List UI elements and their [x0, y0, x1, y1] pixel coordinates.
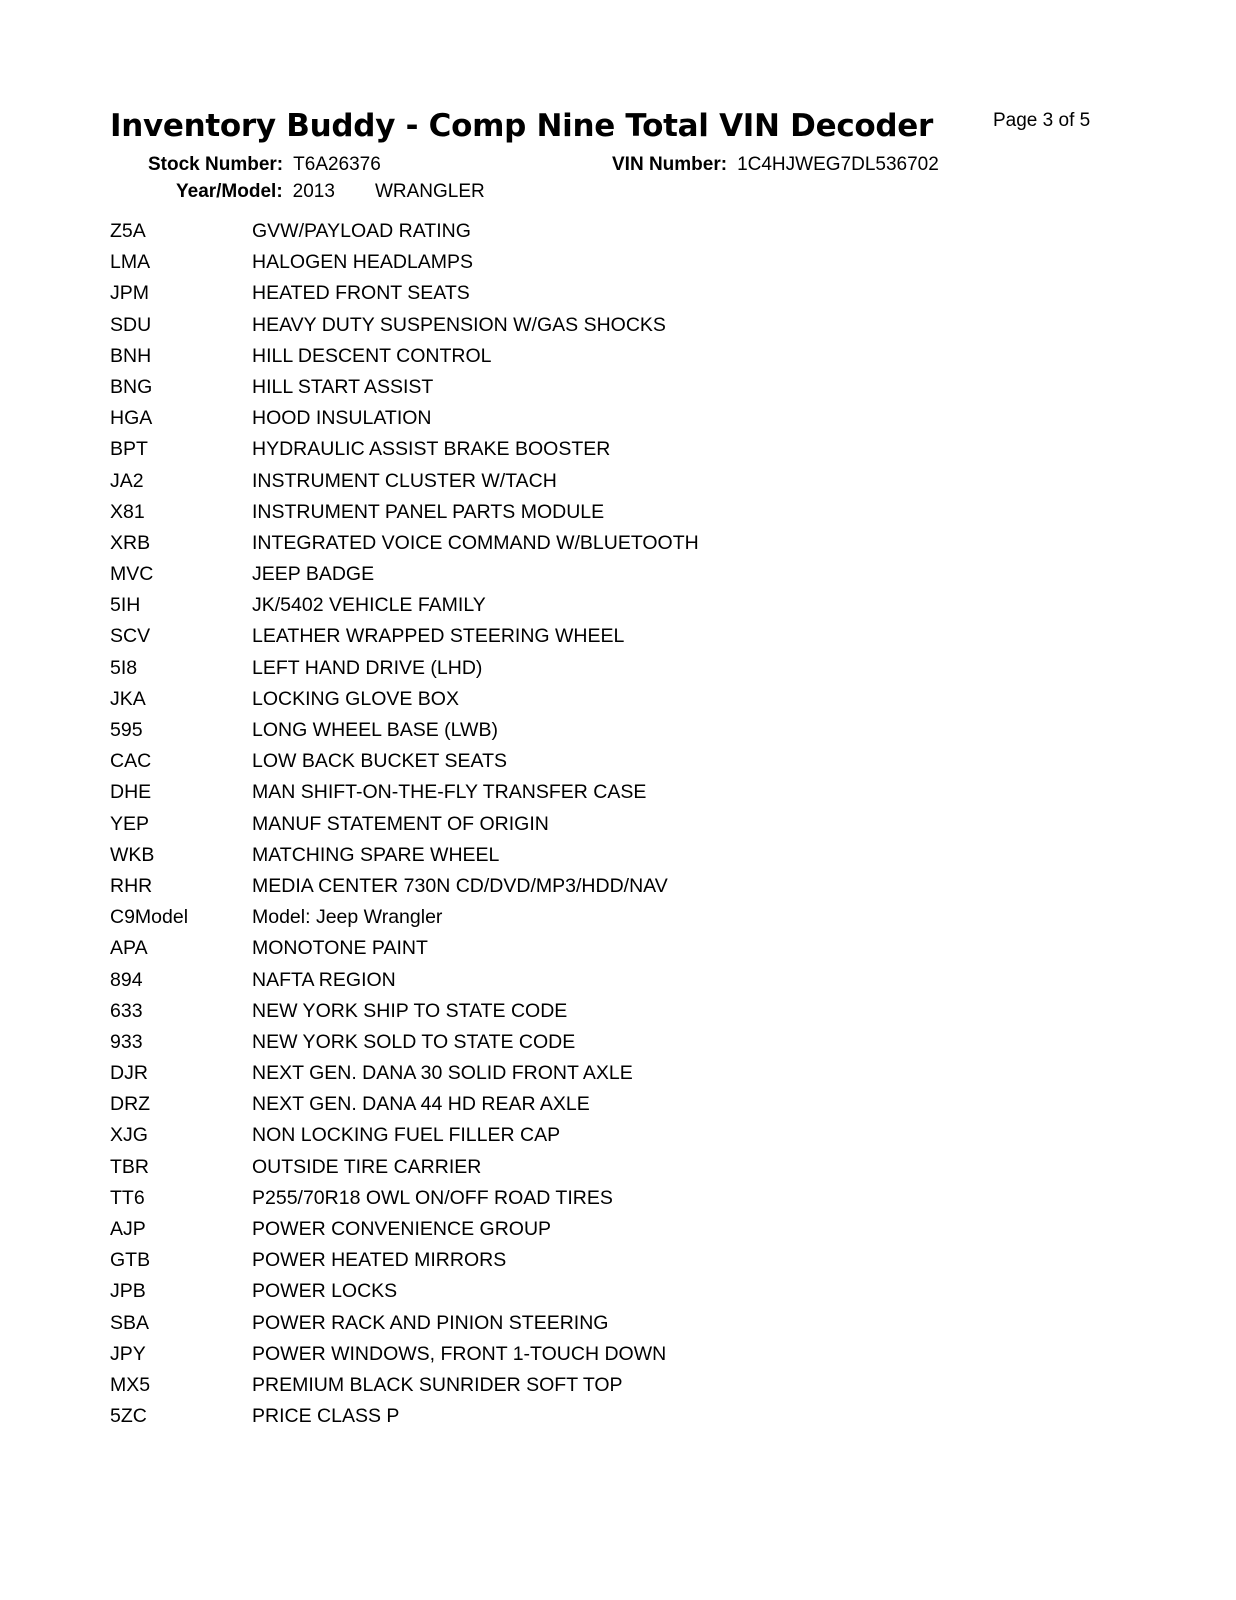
- option-code: MVC: [110, 563, 154, 586]
- model-value: WRANGLER: [374, 181, 485, 202]
- option-code-row: [110, 1339, 1010, 1370]
- option-code: 5ZC: [110, 1405, 147, 1428]
- option-code-row: [110, 1214, 1010, 1245]
- option-description: HOOD INSULATION: [252, 407, 432, 430]
- option-code: XRB: [110, 531, 151, 554]
- option-code-row: [110, 466, 1010, 497]
- option-description: MEDIA CENTER 730N CD/DVD/MP3/HDD/NAV: [252, 874, 668, 897]
- option-code: 633: [110, 999, 143, 1022]
- option-description: POWER CONVENIENCE GROUP: [252, 1218, 552, 1240]
- option-code: JPB: [110, 1280, 146, 1303]
- vin-number-label: VIN Number:: [612, 154, 728, 175]
- option-code: GTB: [110, 1249, 151, 1272]
- option-code: CAC: [110, 750, 152, 773]
- option-description: JEEP BADGE: [252, 563, 375, 586]
- option-description: INTEGRATED VOICE COMMAND W/BLUETOOTH: [252, 531, 699, 554]
- option-description: HALOGEN HEADLAMPS: [252, 251, 474, 274]
- stock-number-label: Stock Number:: [148, 154, 284, 175]
- option-code-row: [110, 1183, 1010, 1214]
- option-description: NEW YORK SOLD TO STATE CODE: [252, 1030, 576, 1053]
- option-code: JA2: [110, 469, 144, 492]
- year-model: [176, 181, 485, 203]
- option-code: MX5: [110, 1373, 151, 1396]
- option-code-row: [110, 933, 1010, 964]
- option-code-row: [110, 1152, 1010, 1183]
- option-code-row: [110, 653, 1010, 684]
- year-model-label: Year/Model:: [176, 181, 283, 202]
- option-description: PRICE CLASS P: [252, 1405, 400, 1428]
- option-code: LMA: [110, 251, 151, 274]
- option-code: APA: [110, 937, 148, 960]
- option-description: NEXT GEN. DANA 30 SOLID FRONT AXLE: [252, 1062, 633, 1085]
- option-code: RHR: [110, 874, 153, 897]
- option-code: DHE: [110, 781, 152, 804]
- option-description: OUTSIDE TIRE CARRIER: [252, 1155, 482, 1178]
- option-code-row: [110, 341, 1010, 372]
- option-description: LEATHER WRAPPED STEERING WHEEL: [252, 625, 625, 648]
- option-description: HEATED FRONT SEATS: [252, 282, 470, 305]
- option-description: LEFT HAND DRIVE (LHD): [252, 656, 483, 679]
- stock-number-value: T6A26376: [293, 154, 381, 175]
- option-code: 894: [110, 968, 143, 991]
- option-description: MAN SHIFT-ON-THE-FLY TRANSFER CASE: [252, 781, 647, 804]
- year-value: 2013: [292, 181, 335, 202]
- document-title: Inventory Buddy - Comp Nine Total VIN Decoder: [110, 108, 934, 144]
- option-code-row: [110, 1120, 1010, 1151]
- page-number: Page 3 of 5: [993, 110, 1091, 131]
- option-code: JPY: [110, 1342, 146, 1365]
- option-code: 5I8: [110, 656, 138, 679]
- option-code-row: [110, 777, 1010, 808]
- option-code: XJG: [110, 1124, 148, 1147]
- option-code: X81: [110, 500, 145, 523]
- option-code-row: [110, 310, 1010, 341]
- vin-number-value: 1C4HJWEG7DL536702: [737, 154, 939, 175]
- option-code: DJR: [110, 1062, 148, 1085]
- option-code-row: [110, 684, 1010, 715]
- option-code-row: [110, 434, 1010, 465]
- option-code-row: [110, 403, 1010, 434]
- option-description: P255/70R18 OWL ON/OFF ROAD TIRES: [252, 1186, 613, 1209]
- option-code-row: [110, 1276, 1010, 1307]
- option-description: Model: Jeep Wrangler: [252, 906, 443, 929]
- option-description: POWER RACK AND PINION STEERING: [252, 1311, 609, 1334]
- option-description: MONOTONE PAINT: [252, 937, 428, 960]
- option-code-row: [110, 746, 1010, 777]
- option-description: HILL DESCENT CONTROL: [252, 344, 492, 367]
- option-code: Z5A: [110, 220, 146, 242]
- option-code: JPM: [110, 282, 149, 305]
- option-code-row: [110, 1058, 1010, 1089]
- option-code-row: [110, 840, 1010, 871]
- option-code-row: [110, 996, 1010, 1027]
- option-description: POWER HEATED MIRRORS: [252, 1249, 507, 1272]
- option-code-row: [110, 278, 1010, 309]
- option-description: PREMIUM BLACK SUNRIDER SOFT TOP: [252, 1373, 623, 1396]
- option-code-row: [110, 621, 1010, 652]
- option-description: GVW/PAYLOAD RATING: [252, 220, 471, 242]
- option-code-row: [110, 1308, 1010, 1339]
- option-code-row: [110, 1370, 1010, 1401]
- option-code: SCV: [110, 625, 151, 648]
- option-description: MATCHING SPARE WHEEL: [252, 843, 500, 866]
- option-code: SDU: [110, 313, 152, 336]
- option-code-row: [110, 809, 1010, 840]
- option-code-row: [110, 1027, 1010, 1058]
- option-description: LOCKING GLOVE BOX: [252, 687, 459, 710]
- option-code-row: [110, 715, 1010, 746]
- option-description: HEAVY DUTY SUSPENSION W/GAS SHOCKS: [252, 313, 666, 336]
- option-description: POWER WINDOWS, FRONT 1-TOUCH DOWN: [252, 1342, 667, 1365]
- option-code-row: [110, 965, 1010, 996]
- option-code-row: [110, 1089, 1010, 1120]
- option-description: NAFTA REGION: [252, 968, 396, 991]
- option-code-row: [110, 372, 1010, 403]
- option-code-row: [110, 559, 1010, 590]
- option-code-row: [110, 1401, 1010, 1432]
- option-code-list: [110, 216, 1010, 1432]
- option-code: DRZ: [110, 1093, 151, 1116]
- option-code: 595: [110, 719, 143, 741]
- option-description: MANUF STATEMENT OF ORIGIN: [252, 812, 549, 835]
- option-code: HGA: [110, 407, 153, 430]
- option-code: BNG: [110, 375, 153, 398]
- option-code: 933: [110, 1030, 143, 1053]
- option-code-row: [110, 590, 1010, 621]
- option-code: BPT: [110, 438, 148, 461]
- option-description: INSTRUMENT PANEL PARTS MODULE: [252, 500, 605, 523]
- option-code: YEP: [110, 812, 150, 835]
- option-description: LOW BACK BUCKET SEATS: [252, 750, 508, 773]
- vin-number: [612, 154, 939, 176]
- option-description: LONG WHEEL BASE (LWB): [252, 719, 498, 741]
- option-code: BNH: [110, 344, 152, 367]
- option-description: HILL START ASSIST: [252, 375, 434, 398]
- option-code: SBA: [110, 1311, 150, 1334]
- option-code-row: [110, 497, 1010, 528]
- option-description: NEW YORK SHIP TO STATE CODE: [252, 999, 568, 1022]
- option-code-row: [110, 247, 1010, 278]
- option-code: AJP: [110, 1218, 146, 1240]
- option-code-row: [110, 902, 1010, 933]
- option-code-row: [110, 871, 1010, 902]
- option-description: NEXT GEN. DANA 44 HD REAR AXLE: [252, 1093, 590, 1116]
- option-code-row: [110, 528, 1010, 559]
- option-description: POWER LOCKS: [252, 1280, 398, 1303]
- stock-number: [148, 154, 381, 176]
- option-code-row: [110, 1245, 1010, 1276]
- option-description: JK/5402 VEHICLE FAMILY: [252, 594, 486, 617]
- option-code-row: [110, 216, 1010, 247]
- option-code: WKB: [110, 843, 155, 866]
- option-code: TT6: [110, 1186, 145, 1209]
- option-code: C9Model: [110, 906, 189, 929]
- option-description: INSTRUMENT CLUSTER W/TACH: [252, 469, 557, 492]
- option-code: JKA: [110, 687, 146, 710]
- option-description: HYDRAULIC ASSIST BRAKE BOOSTER: [252, 438, 611, 461]
- option-code: 5IH: [110, 594, 141, 617]
- option-description: NON LOCKING FUEL FILLER CAP: [252, 1124, 561, 1147]
- option-code: TBR: [110, 1155, 149, 1178]
